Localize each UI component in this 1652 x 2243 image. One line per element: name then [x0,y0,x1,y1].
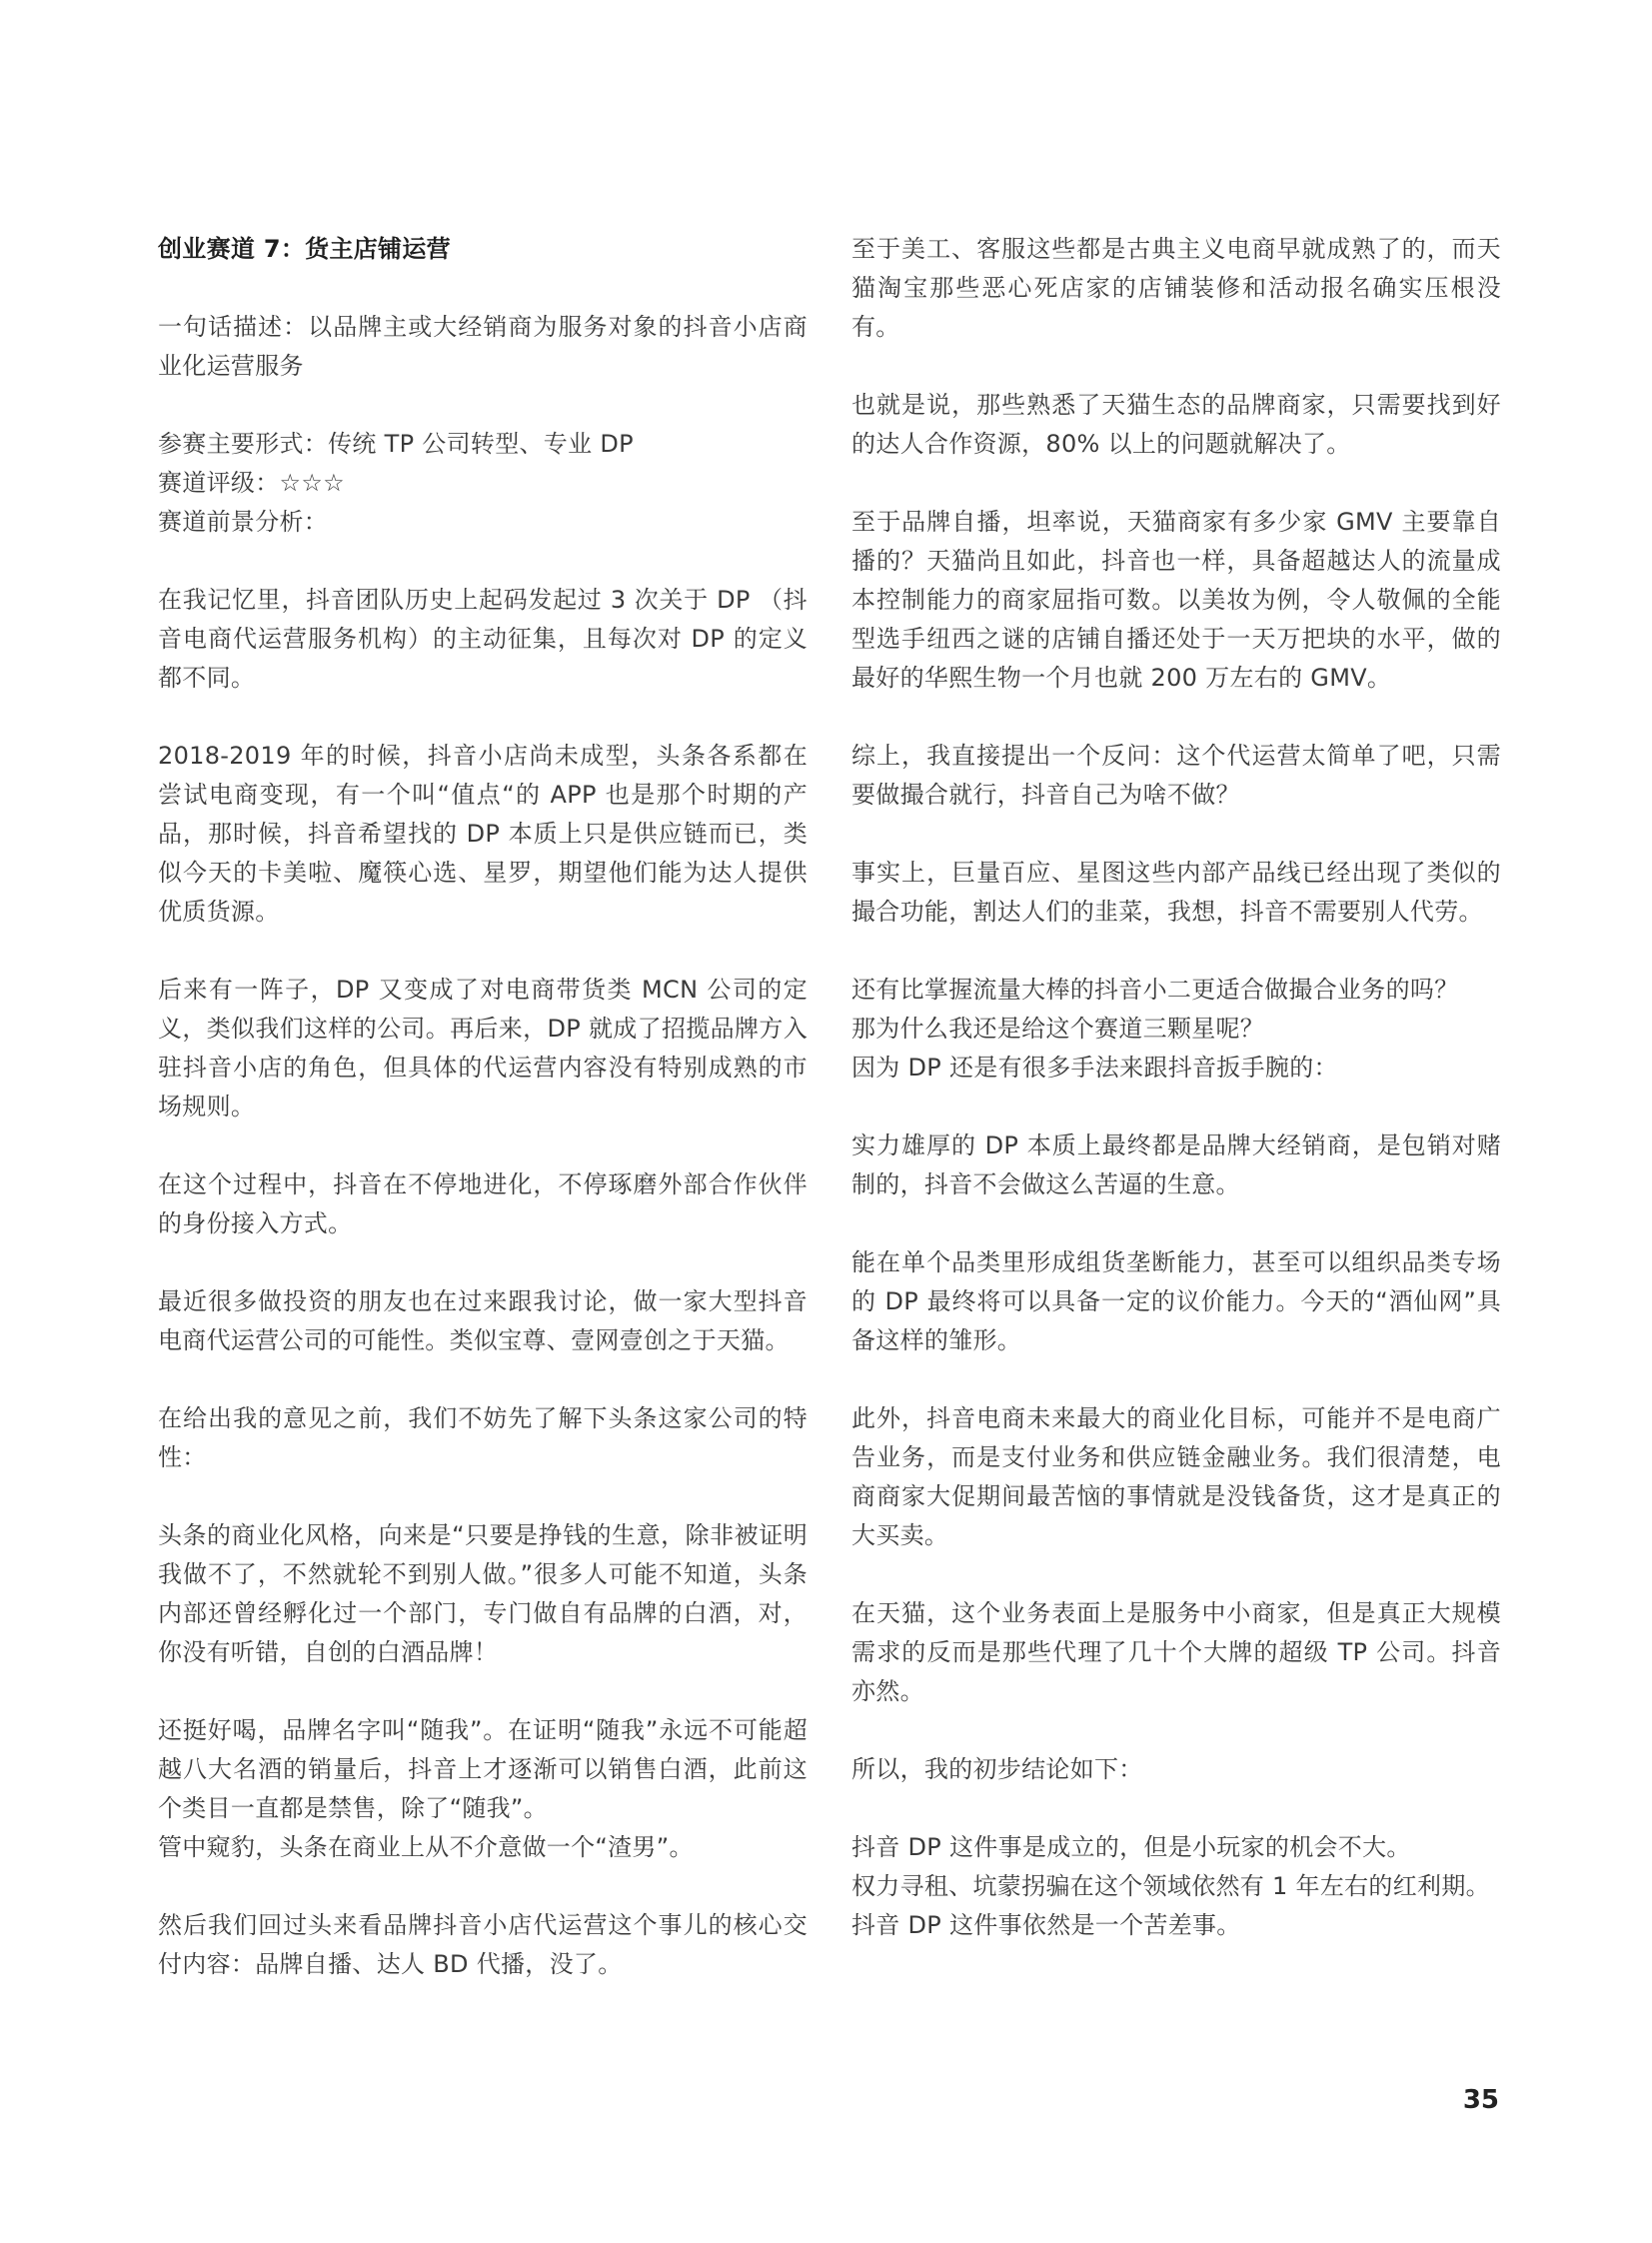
body-paragraph: 至于品牌自播，坦率说，天猫商家有多少家 GMV 主要靠自播的？天猫尚且如此，抖音也一样，具备超越达人的流量成本控制能力的商家屈指可数。以美妆为例，令人敬佩的全能型选手纽西之谜的店铺自播还处于一天万把块的水平，做的最好的华熙生物一个月也就 200 万左右的 GMV。 [851,508,1501,692]
body-paragraph: 事实上，巨量百应、星图这些内部产品线已经出现了类似的撮合功能，割达人们的韭菜，我想，抖音不需要别人代劳。 [851,859,1501,926]
body-paragraph: 然后我们回过头来看品牌抖音小店代运营这个事儿的核心交付内容：品牌自播、达人 BD 代播，没了。 [158,1911,808,1978]
body-paragraph: 至于美工、客服这些都是古典主义电商早就成熟了的，而天猫淘宝那些恶心死店家的店铺装修和活动报名确实压根没有。 [851,235,1501,341]
body-paragraph: 2018-2019 年的时候，抖音小店尚未成型，头条各系都在尝试电商变现，有一个叫“值点“的 APP 也是那个时期的产品，那时候，抖音希望找的 DP 本质上只是供应链而已，类似今天的卡美啦、魔筷心选、星罗，期望他们能为达人提供优质货源。 [158,742,808,926]
meta-block [158,425,808,542]
body-paragraph: 也就是说，那些熟悉了天猫生态的品牌商家，只需要找到好的达人合作资源，80% 以上的问题就解决了。 [851,391,1501,458]
right-column [851,230,1501,1945]
body-paragraph: 后来有一阵子，DP 又变成了对电商带货类 MCN 公司的定义，类似我们这样的公司。再后来，DP 就成了招揽品牌方入驻抖音小店的角色，但具体的代运营内容没有特别成熟的市场规则。 [158,976,808,1121]
conclusion-block [851,1828,1501,1945]
body-paragraph: 在天猫，这个业务表面上是服务中小商家，但是真正大规模需求的反而是那些代理了几十个大牌的超级 TP 公司。抖音亦然。 [851,1599,1501,1705]
paragraph-text: 管中窥豹，头条在商业上从不介意做一个“渣男”。 [158,1833,694,1861]
question-line: 还有比掌握流量大棒的抖音小二更适合做撮合业务的吗？ [851,976,1459,1004]
summary-paragraph: 一句话描述：以品牌主或大经销商为服务对象的抖音小店商业化运营服务 [158,313,808,380]
section-title: 创业赛道 7：货主店铺运营 [158,235,451,263]
body-paragraph: 在这个过程中，抖音在不停地进化，不停琢磨外部合作伙伴的身份接入方式。 [158,1170,808,1237]
body-paragraph: 在我记忆里，抖音团队历史上起码发起过 3 次关于 DP （抖音电商代运营服务机构）的主动征集，且每次对 DP 的定义都不同。 [158,586,808,692]
body-paragraph: 最近很多做投资的朋友也在过来跟我讨论，做一家大型抖音电商代运营公司的可能性。类似宝尊、壹网壹创之于天猫。 [158,1287,808,1354]
left-column [158,230,808,1984]
body-paragraph: 头条的商业化风格，向来是“只要是挣钱的生意，除非被证明我做不了，不然就轮不到别人做。”很多人可能不知道，头条内部还曾经孵化过一个部门，专门做自有品牌的白酒，对，你没有听错，自创的白酒品牌！ [158,1521,808,1666]
question-line: 那为什么我还是给这个赛道三颗星呢？ [851,1015,1265,1043]
body-paragraph: 此外，抖音电商未来最大的商业化目标，可能并不是电商广告业务，而是支付业务和供应链金融业务。我们很清楚，电商商家大促期间最苦恼的事情就是没钱备货，这才是真正的大买卖。 [851,1404,1501,1549]
conclusion-line: 抖音 DP 这件事是成立的，但是小玩家的机会不大。 [851,1833,1411,1861]
body-paragraph: 综上，我直接提出一个反问：这个代运营太简单了吧，只需要做撮合就行，抖音自己为啥不做？ [851,742,1501,809]
meta-rating: 赛道评级：☆☆☆ [158,469,345,497]
question-block [851,971,1501,1088]
paragraph-text: 还挺好喝，品牌名字叫“随我”。在证明“随我”永远不可能超越八大名酒的销量后，抖音上才逐渐可以销售白酒，此前这个类目一直都是禁售，除了“随我”。 [158,1716,808,1822]
body-paragraph: 所以，我的初步结论如下： [851,1755,1143,1783]
page-number: 35 [1462,2085,1499,2115]
meta-form: 参赛主要形式：传统 TP 公司转型、专业 DP [158,430,634,458]
body-paragraph: 能在单个品类里形成组货垄断能力，甚至可以组织品类专场的 DP 最终将可以具备一定的议价能力。今天的“酒仙网”具备这样的雏形。 [851,1248,1501,1354]
conclusion-line: 权力寻租、坑蒙拐骗在这个领域依然有 1 年左右的红利期。 [851,1872,1490,1900]
body-paragraph [158,1711,808,1867]
meta-outlook: 赛道前景分析： [158,508,329,536]
body-paragraph: 实力雄厚的 DP 本质上最终都是品牌大经销商，是包销对赌制的，抖音不会做这么苦逼的生意。 [851,1131,1501,1198]
question-line: 因为 DP 还是有很多手法来跟抖音扳手腕的： [851,1054,1338,1082]
conclusion-line: 抖音 DP 这件事依然是一个苦差事。 [851,1911,1241,1939]
body-paragraph: 在给出我的意见之前，我们不妨先了解下头条这家公司的特性： [158,1404,808,1471]
